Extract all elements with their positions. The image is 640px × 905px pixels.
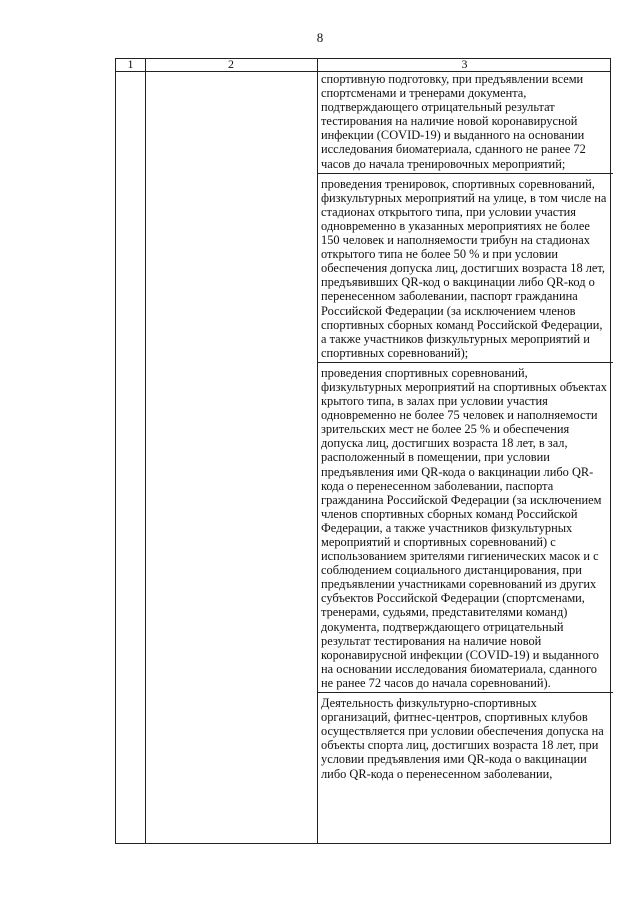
paragraph: Деятельность физкультурно-спортивных организаций, фитнес-центров, спортивных клубов осуществляется при условии обеспечения допуска на объекты спорта лиц, достигших возраста 18 лет, при условии предъявления ими QR-кода о вакцинации либо QR-кода о перенесенном заболевании, [321, 696, 604, 781]
paragraph-divider [317, 173, 613, 174]
document-table [115, 58, 611, 844]
paragraph: спортивную подготовку, при предъявлении всеми спортсменами и тренерами документа, подтверждающего отрицательный результат тестирования на наличие новой коронавирусной инфекции (COVID-19) и выданного на основании исследования биоматериала, сданного не ранее 72 часов до начала тренировочных мероприятий; [321, 72, 586, 171]
paragraph: проведения спортивных соревнований, физкультурных мероприятий на спортивных объектах крытого типа, в залах при условии участия одновременно не более 75 человек и наполняемости зрительских мест не более 25 % и обеспечения допуска лиц, достигших возраста 18 лет, в зал, расположенный в помещении, при условии предъявления ими QR-кода о вакцинации либо QR-кода о перенесенном заболевании, паспорта гражданина Российской Федерации (за исключением членов спортивных сборных команд Российской Федерации, а также участников физкультурных мероприятий и спортивных соревнований) с использованием зрителями гигиенических масок и с соблюдением социального дистанцирования, при предъявлении участниками соревнований из других субъектов Российской Федерации (спортсменами, тренерами, судьями, представителями команд) документа, подтверждающего отрицательный результат тестирования на наличие новой коронавирусной инфекции (COVID-19) и выданного на основании исследования биоматериала, сданного не ранее 72 часов до начала соревнований). [321, 365, 607, 690]
table-header-row [116, 59, 610, 72]
paragraph-divider [317, 692, 613, 693]
column-divider [317, 59, 318, 843]
column-header-3: 3 [461, 57, 468, 71]
paragraph-divider [317, 362, 613, 363]
paragraph: проведения тренировок, спортивных соревнований, физкультурных мероприятий на улице, в том числе на стадионах открытого типа, при условии участия одновременно в указанных мероприятиях не более 150 человек и наполняемости трибун на стадионах открытого типа не более 50 % и при условии обеспечения допуска лиц, достигших возраста 18 лет, предъявивших QR-код о вакцинации либо QR-код о перенесенном заболевании, паспорт гражданина Российской Федерации (за исключением членов спортивных сборных команд Российской Федерации, а также участников физкультурных мероприятий и спортивных соревнований); [321, 176, 607, 360]
column-divider [145, 59, 146, 843]
column-3-content [321, 72, 609, 781]
column-header-1: 1 [127, 57, 134, 71]
column-header-2: 2 [228, 57, 234, 71]
page-number: 8 [316, 30, 324, 45]
